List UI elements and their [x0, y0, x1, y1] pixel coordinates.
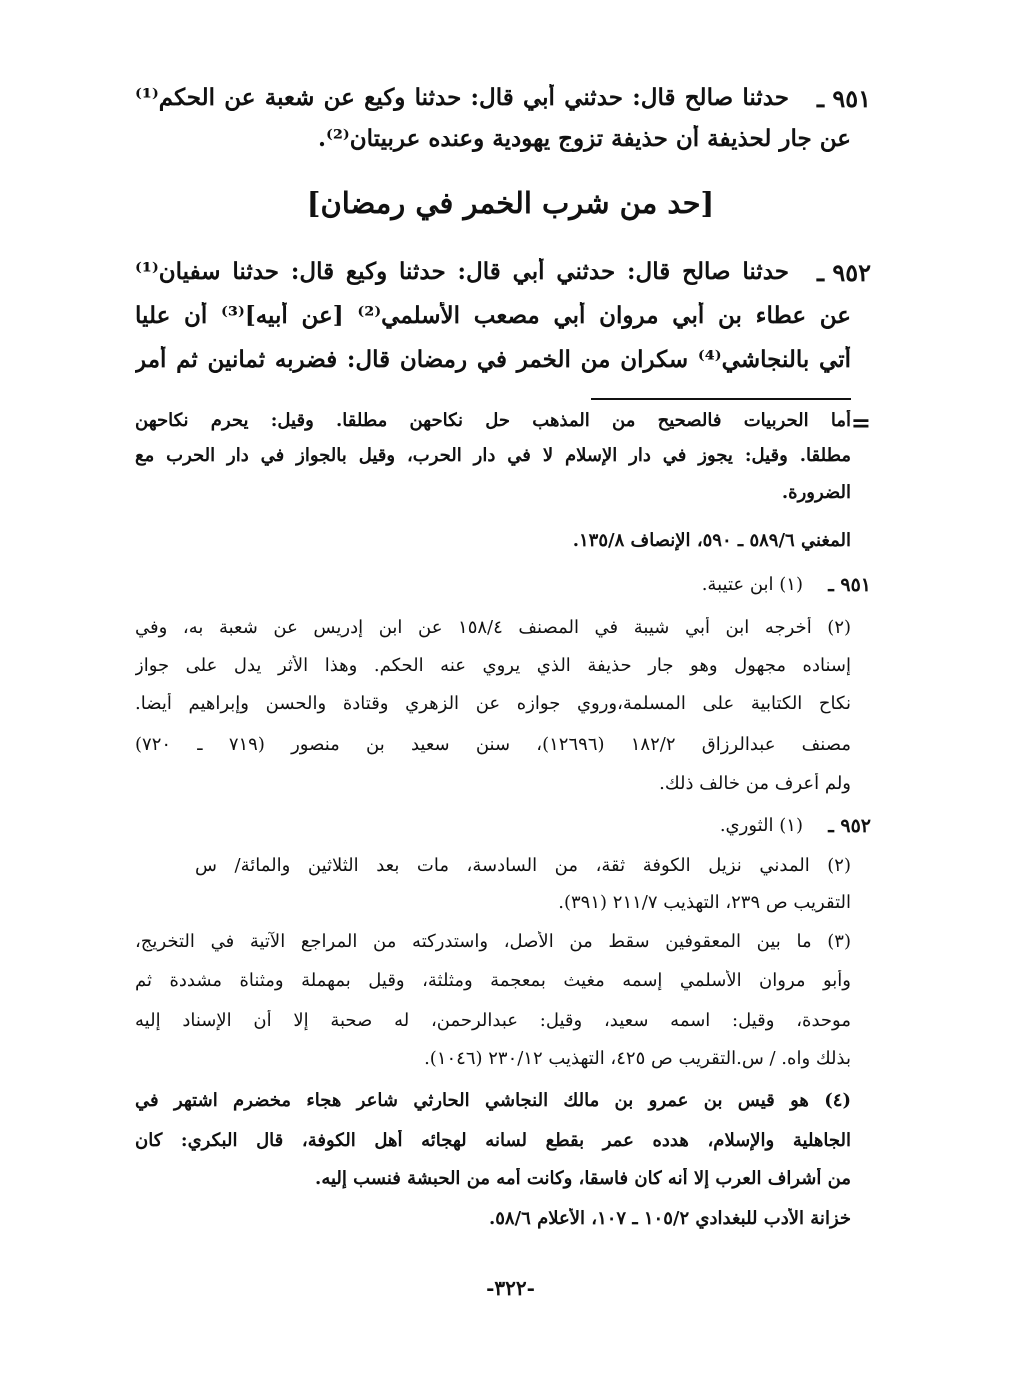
note-line: الجاهلية والإسلام، هدده عمر بقطع لسانه لهجائه أهل الكوفة، قال البكري: كان — [135, 1130, 851, 1151]
text-line: عن عطاء بن أبي مروان أبي مصعب الأسلمي⁽²⁾ [عن أبيه]⁽³⁾ أن عليا — [135, 302, 851, 329]
section-heading: [حد من شرب الخمر في رمضان] — [306, 186, 715, 220]
note-line: نكاح الكتابية على المسلمة،وروي جوازه عن الزهري وقتادة والحسن وإبراهيم أيضا. — [135, 693, 851, 714]
continuation-mark: = — [850, 408, 871, 437]
note-line: موحدة، وقيل: اسمه سعيد، وقيل: عبدالرحمن، له صحبة إلا أن الإسناد إليه — [135, 1010, 851, 1031]
note-line: (٤) هو قيس بن عمرو بن مالك النجاشي الحارثي شاعر هجاء مخضرم اشتهر في — [135, 1090, 851, 1111]
text-line: عن جار لحذيفة أن حذيفة تزوج يهودية وعنده عربيتان⁽²⁾. — [317, 125, 851, 152]
note-line: مصنف عبدالرزاق ١٨٢/٢ (١٢٦٩٦)، سنن سعيد بن منصور (٧١٩ ـ ٧٢٠) — [135, 734, 851, 755]
footnote-group-label: ٩٥١ ـ — [828, 574, 871, 596]
note-line: الضرورة. — [781, 482, 851, 503]
text-line: حدثنا صالح قال: حدثني أبي قال: حدثنا وكيع عن شعبة عن الحكم⁽¹⁾ — [135, 84, 789, 111]
note-line: مطلقا. وقيل: يجوز في دار الإسلام لا في دار الحرب، وقيل بالجواز في دار الحرب مع — [135, 445, 851, 466]
note-line: خزانة الأدب للبغدادي ١٠٥/٢ ـ ١٠٧، الأعلام ٥٨/٦. — [488, 1208, 851, 1229]
note-line: إسناده مجهول وهو جار حذيفة الذي يروي عنه الحكم. وهذا الأثر يدل على جواز — [135, 655, 851, 676]
note-line: بذلك واه. / س.التقريب ص ٤٢٥، التهذيب ٢٣٠/١٢ (١٠٤٦). — [424, 1048, 851, 1069]
note-line: المغني ٥٨٩/٦ ـ ٥٩٠، الإنصاف ١٣٥/٨. — [572, 530, 851, 551]
note-line: من أشراف العرب إلا أنه كان فاسقا، وكانت أمه من الحبشة فنسب إليه. — [315, 1168, 851, 1189]
footnote-group-label: ٩٥٢ ـ — [828, 815, 871, 837]
note-line: (١) ابن عتيبة. — [701, 574, 803, 595]
note-line: (٢) أخرجه ابن أبي شيبة في المصنف ١٥٨/٤ عن ابن إدريس عن شعبة به، وفي — [135, 617, 851, 638]
note-line: ولم أعرف من خالف ذلك. — [659, 773, 851, 794]
text-line: حدثنا صالح قال: حدثني أبي قال: حدثنا وكيع قال: حدثنا سفيان⁽¹⁾ — [135, 258, 789, 285]
page-number: -٣٢٢- — [486, 1276, 535, 1300]
hadith-number: ٩٥٢ ـ — [816, 258, 871, 287]
note-line: (٢) المدني نزيل الكوفة ثقة، من السادسة، مات بعد الثلاثين والمائة/ س — [195, 855, 851, 876]
note-line: وأبو مروان الأسلمي إسمه مغيث بمعجمة ومثلثة، وقيل بمهملة ومثناة مشددة ثم — [135, 970, 851, 991]
hadith-number: ٩٥١ ـ — [816, 84, 871, 113]
note-line: (٣) ما بين المعقوفين سقط من الأصل، واستدركته من المراجع الآتية في التخريج، — [135, 931, 851, 952]
text-line: أتي بالنجاشي⁽⁴⁾ سكران من الخمر في رمضان قال: فضربه ثمانين ثم أمر — [135, 346, 851, 373]
note-line: التقريب ص ٢٣٩، التهذيب ٢١١/٧ (٣٩١). — [558, 892, 851, 913]
footnote-separator — [591, 398, 851, 400]
note-line: (١) الثوري. — [719, 815, 803, 836]
note-line: أما الحربيات فالصحيح من المذهب حل نكاحهن مطلقا. وقيل: يحرم نكاحهن — [135, 410, 851, 431]
